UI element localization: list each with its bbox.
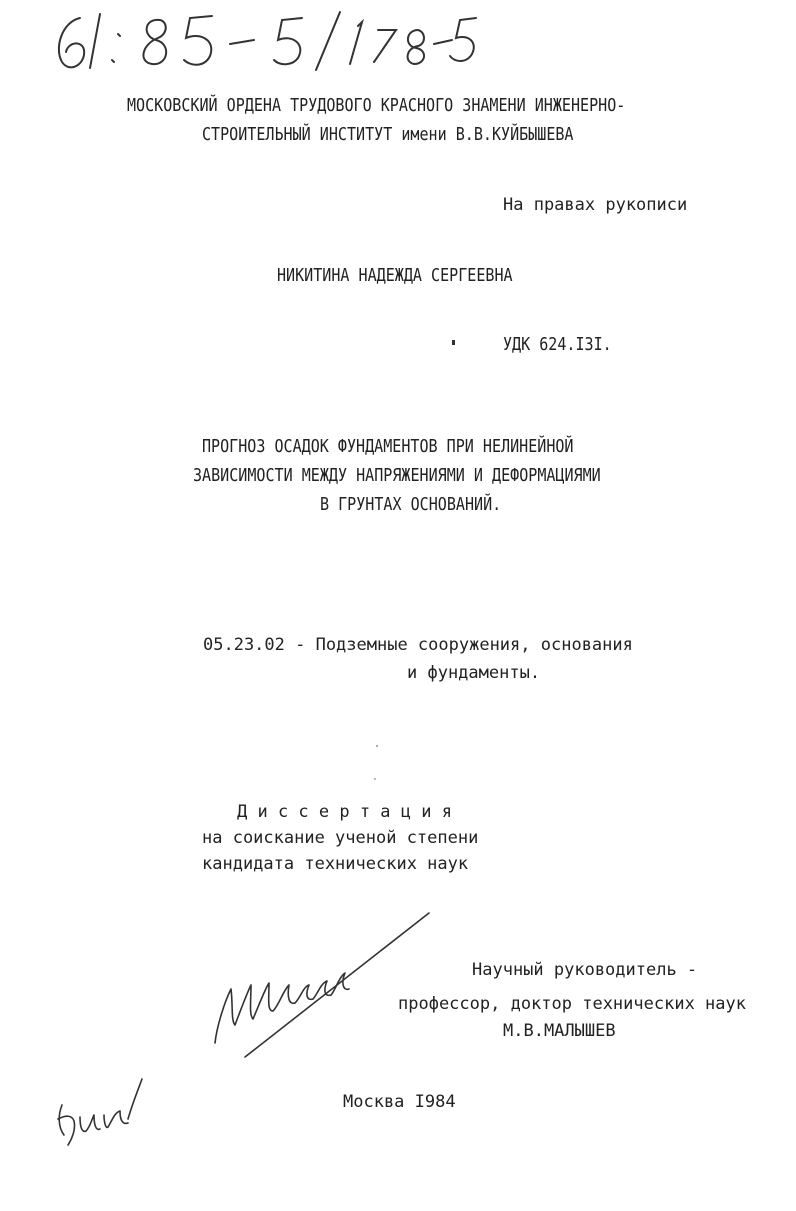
author-name: НИКИТИНА НАДЕЖДА СЕРГЕЕВНА — [277, 266, 513, 286]
institution-line-1: МОСКОВСКИЙ ОРДЕНА ТРУДОВОГО КРАСНОГО ЗНАМЕНИ ИНЖЕНЕРНО- — [127, 96, 626, 116]
city-year: Москва I984 — [343, 1092, 456, 1112]
title-line-2: ЗАВИСИМОСТИ МЕЖДУ НАПРЯЖЕНИЯМИ И ДЕФОРМАЦИЯМИ — [193, 466, 601, 486]
specialty-line-1: 05.23.02 - Подземные сооружения, основания — [203, 635, 633, 655]
title-line-1: ПРОГНОЗ ОСАДОК ФУНДАМЕНТОВ ПРИ НЕЛИНЕЙНОЙ — [202, 437, 574, 457]
manuscript-note: На правах рукописи — [503, 195, 688, 215]
stray-mark — [452, 340, 455, 345]
specialty-line-2: и фундаменты. — [407, 663, 541, 683]
supervisor-signature — [205, 905, 445, 1065]
supervisor-rank: профессор, доктор технических наук — [398, 994, 746, 1014]
title-line-3: В ГРУНТАХ ОСНОВАНИЙ. — [320, 495, 502, 515]
dissertation-label: Д и с с е р т а ц и я — [237, 802, 452, 822]
stray-dot-1 — [376, 745, 378, 747]
stray-dot-2 — [374, 778, 376, 780]
dissertation-field-line: кандидата технических наук — [202, 854, 469, 874]
dissertation-degree-line: на соискание ученой степени — [202, 828, 479, 848]
udc-code: УДК 624.I3I. — [503, 335, 612, 355]
handwritten-initials — [50, 1075, 150, 1155]
supervisor-name: М.В.МАЛЫШЕВ — [503, 1021, 616, 1041]
institution-line-2: СТРОИТЕЛЬНЫЙ ИНСТИТУТ имени В.В.КУЙБЫШЕВА — [202, 125, 574, 145]
archive-code-handwritten — [40, 0, 480, 90]
supervisor-title: Научный руководитель - — [472, 960, 698, 980]
